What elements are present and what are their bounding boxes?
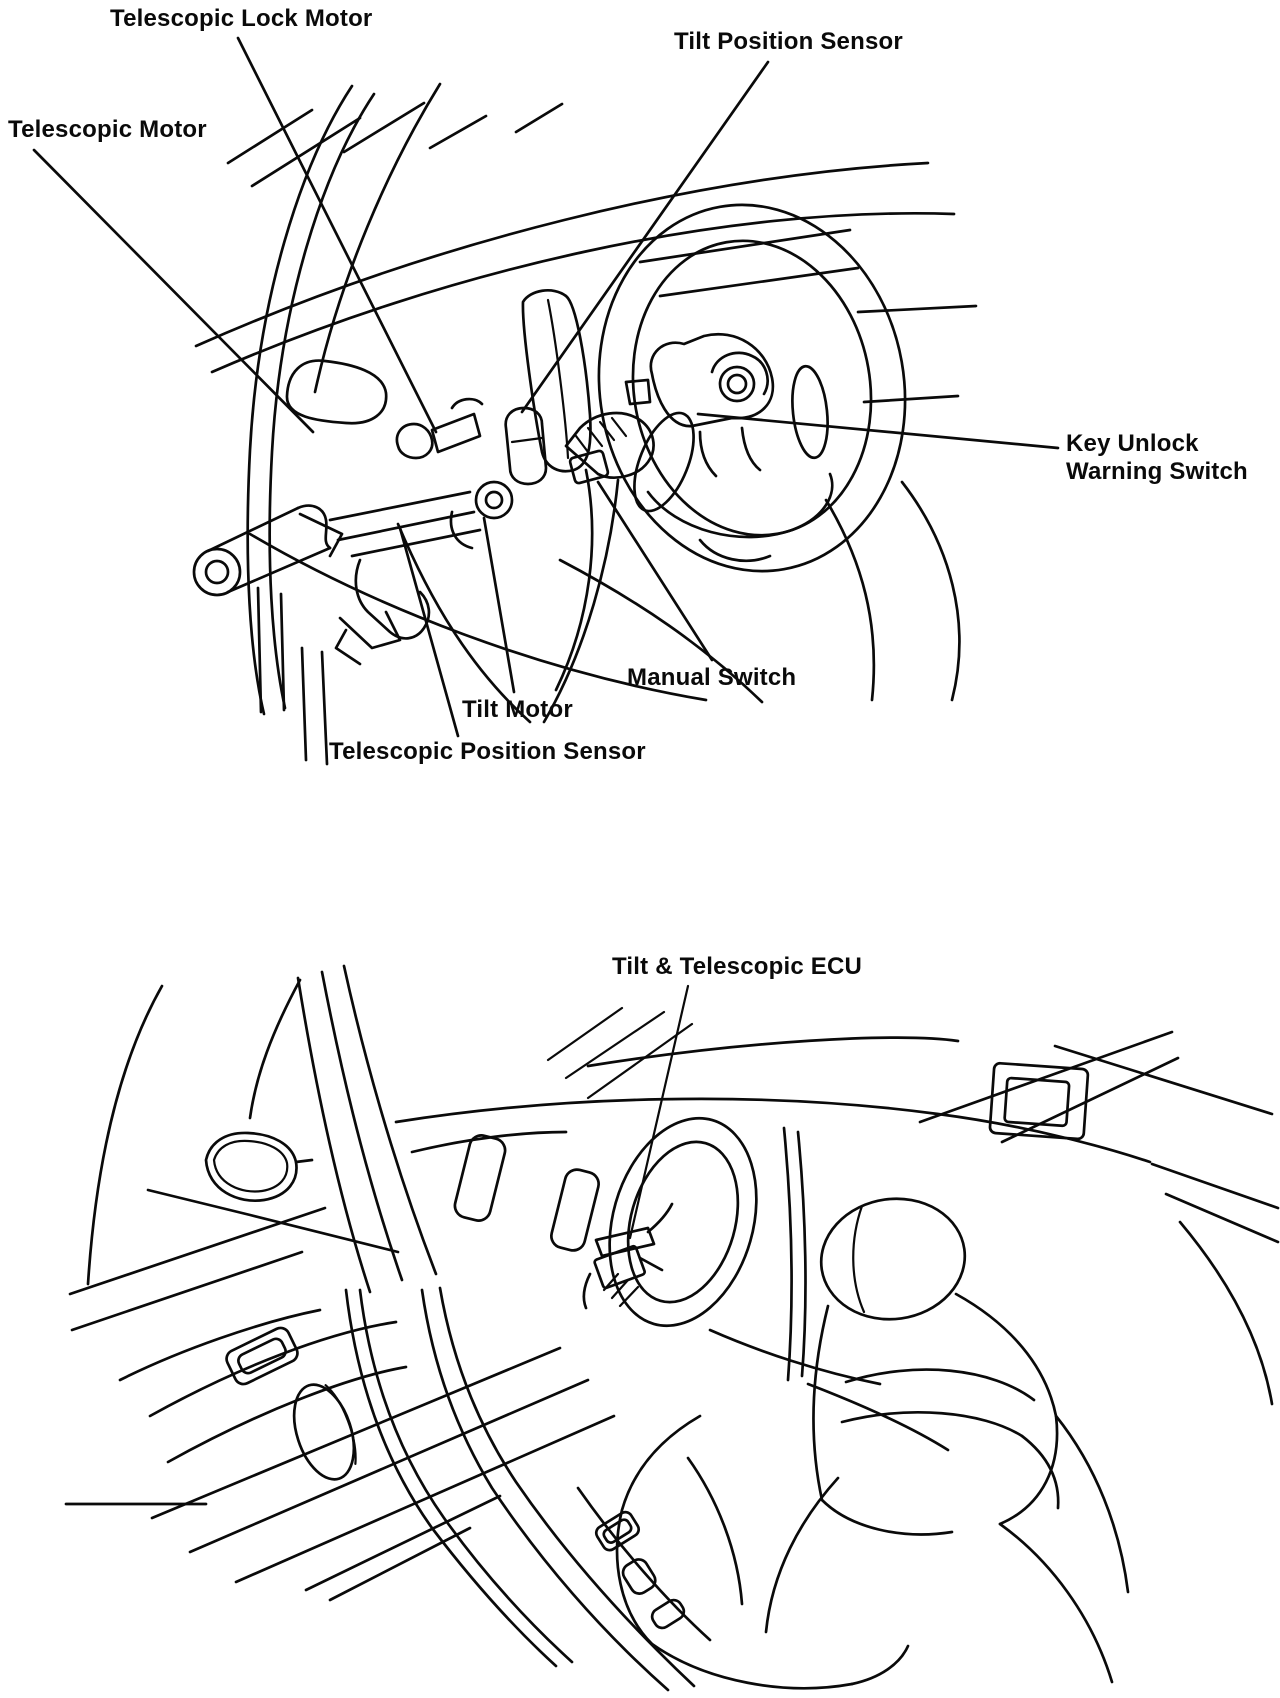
label-key-unlock-line2: Warning Switch: [1066, 458, 1248, 485]
leader-tilt-motor: [484, 518, 514, 692]
fig2-seat-back: [813, 1190, 1128, 1682]
fig2-side-mirror: [148, 1133, 398, 1252]
label-key-unlock-line1: Key Unlock: [1066, 430, 1199, 457]
fig2-door-pillar: [346, 1288, 694, 1690]
fig1-steering-column-diagram: [34, 38, 1058, 764]
leader-telescopic-position-sensor: [400, 528, 458, 736]
leader-tilt-telescopic-ecu: [630, 986, 688, 1238]
label-telescopic-motor: Telescopic Motor: [8, 116, 207, 143]
fig1-column-cover: [523, 290, 591, 471]
fig1-lower-dash: [250, 470, 959, 722]
fig2-dashboard: [396, 1063, 1278, 1450]
label-manual-switch: Manual Switch: [627, 664, 797, 691]
leader-tilt-position-sensor: [522, 62, 768, 412]
fig2-door-panel: [120, 1310, 406, 1487]
fig2-a-pillar: [250, 966, 436, 1292]
fig1-dash-vent: [287, 361, 386, 424]
fig2-ecu-location-diagram: [66, 966, 1278, 1690]
fig2-hood-fender: [70, 986, 325, 1330]
label-key-unlock-warning-switch: [1066, 430, 1248, 486]
label-tilt-position-sensor: Tilt Position Sensor: [674, 28, 903, 55]
fig1-key-cylinder: [626, 334, 773, 476]
leader-telescopic-lock-motor: [238, 38, 436, 432]
label-tilt-telescopic-ecu: Tilt & Telescopic ECU: [612, 953, 863, 980]
label-telescopic-lock-motor: Telescopic Lock Motor: [110, 5, 373, 32]
fig1-column-assembly: [194, 399, 654, 664]
fig2-steering-wheel: [586, 1101, 779, 1343]
leader-key-unlock-warning-switch: [698, 414, 1058, 448]
fig2-seat-cushion: [578, 1416, 908, 1688]
label-tilt-motor: Tilt Motor: [462, 696, 573, 723]
label-telescopic-position-sensor: Telescopic Position Sensor: [329, 738, 646, 765]
